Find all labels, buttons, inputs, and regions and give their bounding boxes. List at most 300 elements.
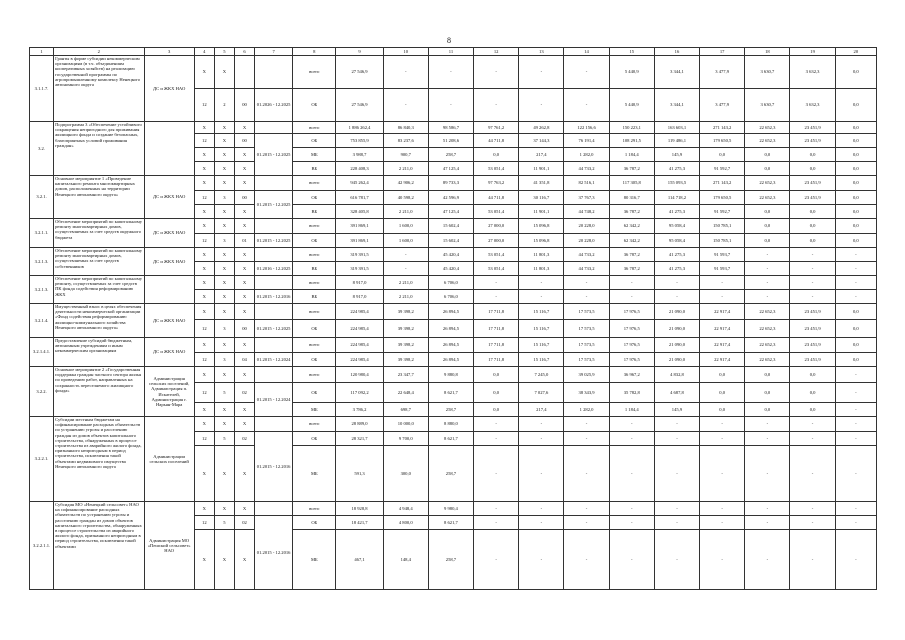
row-executor	[144, 276, 194, 304]
kbk-cell: X	[234, 290, 254, 304]
value-cell: -	[700, 276, 745, 290]
kbk-cell: X	[234, 176, 254, 191]
funding-source: всего	[293, 248, 336, 262]
kbk-cell: 00	[234, 320, 254, 338]
value-cell: -	[835, 367, 876, 383]
value-cell: 163 603,1	[654, 122, 699, 134]
value-cell: -	[519, 432, 564, 446]
value-cell: 3 344,1	[654, 56, 699, 89]
value-cell: 23 451,9	[790, 304, 835, 320]
column-number-row	[30, 48, 877, 56]
kbk-cell: 2	[214, 89, 234, 122]
value-cell: 23 451,9	[790, 353, 835, 367]
kbk-cell: 12	[194, 134, 214, 148]
row-period	[255, 338, 293, 353]
value-cell: 45 420,4	[428, 248, 473, 262]
value-cell: 17 976,5	[609, 353, 654, 367]
row-executor: Администрация сельских поселений, Администрация п. Искателей, Администрация г. Нарьян-Мара	[144, 367, 194, 417]
value-cell: 8 621,7	[428, 432, 473, 446]
value-cell: 23 451,9	[790, 338, 835, 353]
value-cell: 17 711,8	[474, 304, 519, 320]
value-cell: 0,0	[790, 219, 835, 234]
value-cell: 22 652,3	[745, 304, 790, 320]
value-cell: 53 051,4	[474, 205, 519, 219]
value-cell: 40 598,2	[383, 191, 428, 205]
value-cell: 258,7	[428, 446, 473, 502]
table-row	[30, 367, 877, 383]
kbk-cell: X	[194, 290, 214, 304]
value-cell: -	[474, 417, 519, 432]
value-cell: 6 706,0	[428, 290, 473, 304]
value-cell: -	[609, 432, 654, 446]
kbk-cell: X	[234, 338, 254, 353]
value-cell: -	[745, 417, 790, 432]
value-cell: 22 652,3	[745, 353, 790, 367]
value-cell: 120 980,4	[336, 367, 383, 383]
value-cell: -	[564, 56, 609, 89]
funding-source: всего	[293, 219, 336, 234]
value-cell: 2 211,0	[383, 276, 428, 290]
value-cell: -	[745, 262, 790, 276]
value-cell: 148,4	[383, 530, 428, 590]
value-cell: -	[700, 446, 745, 502]
value-cell: -	[609, 276, 654, 290]
value-cell: 6 706,0	[428, 276, 473, 290]
value-cell: 0,0	[745, 219, 790, 234]
column-number: 4	[194, 48, 214, 56]
value-cell: 42 596,9	[428, 191, 473, 205]
funding-source: ОБ	[293, 516, 336, 530]
value-cell: 4 687,8	[654, 383, 699, 403]
value-cell: 224 985,4	[336, 338, 383, 353]
value-cell: -	[609, 417, 654, 432]
value-cell: 0,0	[835, 148, 876, 162]
value-cell: 3 988,7	[336, 148, 383, 162]
row-period: 01.2015 - 12.2016	[255, 432, 293, 502]
value-cell: 0,0	[835, 122, 876, 134]
value-cell: -	[835, 262, 876, 276]
value-cell: 8 621,7	[428, 516, 473, 530]
column-number: 10	[383, 48, 428, 56]
value-cell: 39 398,2	[383, 353, 428, 367]
value-cell: 224 985,4	[336, 320, 383, 338]
value-cell: 0,0	[790, 403, 835, 417]
funding-source: ОБ	[293, 234, 336, 248]
value-cell: 45 420,4	[428, 262, 473, 276]
column-number: 7	[255, 48, 293, 56]
value-cell: 91 593,7	[700, 262, 745, 276]
kbk-cell: 12	[194, 89, 214, 122]
value-cell: 53 051,4	[474, 248, 519, 262]
kbk-cell: X	[234, 205, 254, 219]
value-cell: 28 889,0	[336, 417, 383, 432]
value-cell: 0,0	[835, 162, 876, 176]
row-name: Обеспечение мероприятий по капитальному ремонту, осуществляемых за счет средств ПК фонда содействия реформированию ЖКХ	[54, 276, 144, 304]
value-cell: 22 917,4	[700, 320, 745, 338]
row-executor: Администрация МО «Пешский сельсовет» НАО	[144, 502, 194, 590]
value-cell: 0,0	[700, 367, 745, 383]
value-cell: -	[609, 516, 654, 530]
value-cell: 22 652,3	[745, 122, 790, 134]
kbk-cell: X	[234, 248, 254, 262]
value-cell: 42 906,2	[383, 176, 428, 191]
value-cell: 82 516,1	[564, 176, 609, 191]
value-cell: -	[564, 276, 609, 290]
funding-source: МБ	[293, 530, 336, 590]
value-cell: 0,0	[745, 148, 790, 162]
value-cell: -	[474, 530, 519, 590]
row-code: 3.2.2.	[30, 367, 54, 417]
value-cell: 145,9	[654, 148, 699, 162]
budget-table	[29, 47, 877, 590]
page-number: 8	[447, 36, 451, 45]
value-cell: 22 652,3	[745, 320, 790, 338]
value-cell: 0,0	[474, 148, 519, 162]
table-row	[30, 304, 877, 320]
value-cell: 0,0	[700, 403, 745, 417]
funding-source: всего	[293, 304, 336, 320]
value-cell: 22 652,3	[745, 176, 790, 191]
value-cell: 41 275,3	[654, 205, 699, 219]
kbk-cell: X	[214, 56, 234, 89]
value-cell: 80 316,7	[609, 191, 654, 205]
row-period	[255, 56, 293, 89]
value-cell: 1 184,4	[609, 148, 654, 162]
value-cell: 27 000,0	[474, 234, 519, 248]
kbk-cell: 3	[214, 320, 234, 338]
value-cell: 0,0	[835, 219, 876, 234]
funding-source: всего	[293, 367, 336, 383]
kbk-cell: X	[214, 417, 234, 432]
kbk-cell: X	[194, 276, 214, 290]
value-cell: 753 855,9	[336, 134, 383, 148]
kbk-cell: X	[234, 304, 254, 320]
value-cell: -	[790, 502, 835, 516]
row-executor: ДС и ЖКХ НАО	[144, 56, 194, 122]
kbk-cell: 12	[194, 383, 214, 403]
value-cell: -	[564, 516, 609, 530]
kbk-cell: X	[214, 502, 234, 516]
value-cell: 591,3	[336, 446, 383, 502]
value-cell: -	[790, 530, 835, 590]
value-cell: 0,0	[745, 403, 790, 417]
value-cell: 224 985,4	[336, 304, 383, 320]
value-cell: 0,0	[474, 403, 519, 417]
kbk-cell: X	[214, 205, 234, 219]
value-cell: 271 143,2	[700, 122, 745, 134]
value-cell: -	[700, 530, 745, 590]
value-cell: 4 948,4	[383, 502, 428, 516]
value-cell: 11 901,1	[519, 162, 564, 176]
value-cell: 900,7	[383, 148, 428, 162]
value-cell: 0,0	[700, 383, 745, 403]
kbk-cell: X	[214, 248, 234, 262]
kbk-cell: X	[214, 219, 234, 234]
funding-source: ОБ	[293, 89, 336, 122]
table-row	[30, 248, 877, 262]
value-cell: 0,0	[790, 234, 835, 248]
value-cell: 15 116,7	[519, 304, 564, 320]
value-cell: 36 787,2	[609, 248, 654, 262]
value-cell: 0,0	[790, 205, 835, 219]
kbk-cell: 12	[194, 516, 214, 530]
kbk-cell: 01	[234, 234, 254, 248]
value-cell: 0,0	[835, 56, 876, 89]
kbk-cell: X	[234, 122, 254, 134]
value-cell: 217,4	[519, 403, 564, 417]
value-cell: 22 648,4	[383, 383, 428, 403]
value-cell: 23 451,9	[790, 122, 835, 134]
funding-source: ОБ	[293, 432, 336, 446]
value-cell: 0,0	[835, 338, 876, 353]
value-cell: 15 602,4	[428, 234, 473, 248]
kbk-cell: 3	[214, 353, 234, 367]
value-cell: -	[745, 530, 790, 590]
row-period	[255, 502, 293, 516]
value-cell: 17 976,5	[609, 338, 654, 353]
value-cell: 41 275,3	[654, 248, 699, 262]
value-cell: -	[519, 446, 564, 502]
kbk-cell: X	[214, 276, 234, 290]
value-cell: 319 391,5	[336, 248, 383, 262]
value-cell: 0,0	[745, 383, 790, 403]
value-cell: -	[609, 530, 654, 590]
kbk-cell: 3	[214, 234, 234, 248]
kbk-cell: X	[194, 219, 214, 234]
kbk-cell: 02	[234, 383, 254, 403]
row-code: 3.1.1.7.	[30, 56, 54, 122]
value-cell: 319 391,5	[336, 262, 383, 276]
value-cell: 36 787,2	[609, 162, 654, 176]
value-cell: 17 573,5	[564, 338, 609, 353]
value-cell: -	[835, 276, 876, 290]
value-cell: 0,0	[790, 383, 835, 403]
value-cell: 0,0	[835, 353, 876, 367]
kbk-cell: X	[194, 122, 214, 134]
kbk-cell: X	[194, 248, 214, 262]
funding-source: ВБ	[293, 262, 336, 276]
value-cell: 150 785,1	[700, 219, 745, 234]
value-cell: 3 630,7	[745, 89, 790, 122]
kbk-cell: X	[214, 162, 234, 176]
row-period: 01.2015 - 12.2016	[255, 516, 293, 590]
value-cell: 0,0	[700, 148, 745, 162]
kbk-cell: 12	[194, 234, 214, 248]
kbk-cell: X	[194, 304, 214, 320]
kbk-cell: 02	[234, 516, 254, 530]
value-cell: 0,0	[745, 162, 790, 176]
row-period	[255, 304, 293, 320]
value-cell: 97 763,2	[474, 176, 519, 191]
value-cell: 22 917,4	[700, 353, 745, 367]
value-cell: -	[835, 516, 876, 530]
value-cell: 91 592,7	[700, 205, 745, 219]
row-code: 3.2.1.	[30, 176, 54, 219]
value-cell: 1 600,0	[383, 219, 428, 234]
value-cell: 616 781,7	[336, 191, 383, 205]
row-period: 01.2015 - 12.2025	[255, 134, 293, 176]
value-cell: -	[519, 417, 564, 432]
value-cell: 36 787,2	[609, 205, 654, 219]
row-code: 3.2.1.4.1.	[30, 338, 54, 367]
row-period	[255, 276, 293, 290]
value-cell: -	[835, 432, 876, 446]
value-cell: 44 711,8	[474, 134, 519, 148]
value-cell: 1 282,0	[564, 403, 609, 417]
value-cell: 21 090,0	[654, 304, 699, 320]
kbk-cell: X	[214, 446, 234, 502]
value-cell: 23 451,9	[790, 176, 835, 191]
funding-source: всего	[293, 338, 336, 353]
value-cell: 39 398,2	[383, 320, 428, 338]
value-cell: 0,0	[790, 148, 835, 162]
row-period: 01.2015 - 12.2024	[255, 383, 293, 417]
value-cell: 0,0	[835, 205, 876, 219]
value-cell: 17 711,8	[474, 320, 519, 338]
value-cell: 21 090,0	[654, 320, 699, 338]
value-cell: -	[609, 290, 654, 304]
value-cell: 17 976,5	[609, 304, 654, 320]
value-cell: 1 282,0	[564, 148, 609, 162]
row-code: 3.2.1.4.	[30, 304, 54, 338]
value-cell: -	[609, 446, 654, 502]
value-cell: 328 405,8	[336, 205, 383, 219]
kbk-cell: X	[194, 530, 214, 590]
value-cell: 271 143,2	[700, 176, 745, 191]
row-period: 01.2015 - 12.2025	[255, 320, 293, 338]
kbk-cell: X	[214, 530, 234, 590]
value-cell: -	[519, 89, 564, 122]
value-cell: 7 027,6	[519, 383, 564, 403]
value-cell: 155 093,5	[654, 176, 699, 191]
value-cell: 17 711,8	[474, 338, 519, 353]
value-cell: 20 228,0	[564, 234, 609, 248]
kbk-cell: X	[214, 290, 234, 304]
value-cell: 0,0	[790, 162, 835, 176]
kbk-cell: X	[194, 205, 214, 219]
kbk-cell	[234, 56, 254, 89]
value-cell: -	[654, 516, 699, 530]
kbk-cell: 00	[234, 191, 254, 205]
value-cell: -	[835, 383, 876, 403]
value-cell: 150 785,1	[700, 234, 745, 248]
kbk-cell: X	[194, 162, 214, 176]
column-number: 11	[428, 48, 473, 56]
value-cell: 1 184,4	[609, 403, 654, 417]
value-cell: 41 275,3	[654, 162, 699, 176]
value-cell: 17 711,8	[474, 353, 519, 367]
value-cell: 258,7	[428, 530, 473, 590]
kbk-cell: 5	[214, 383, 234, 403]
value-cell: 10 000,0	[383, 417, 428, 432]
kbk-cell: X	[194, 446, 214, 502]
value-cell: 8 621,7	[428, 383, 473, 403]
kbk-cell: X	[234, 162, 254, 176]
value-cell: -	[700, 432, 745, 446]
kbk-cell: 02	[234, 432, 254, 446]
value-cell: 3 786,2	[336, 403, 383, 417]
row-executor: ДС и ЖКХ НАО	[144, 176, 194, 219]
value-cell: 0,0	[835, 134, 876, 148]
value-cell: -	[790, 290, 835, 304]
value-cell: -	[474, 432, 519, 446]
value-cell: 945 262,4	[336, 176, 383, 191]
kbk-cell: 12	[194, 432, 214, 446]
value-cell: 23 451,9	[790, 191, 835, 205]
value-cell: -	[790, 446, 835, 502]
value-cell: -	[700, 290, 745, 304]
column-number: 19	[790, 48, 835, 56]
value-cell: 145,9	[654, 403, 699, 417]
value-cell: -	[609, 502, 654, 516]
value-cell: 44 733,2	[564, 162, 609, 176]
value-cell: 26 894,5	[428, 353, 473, 367]
row-code: 3.2.	[30, 122, 54, 176]
value-cell: 26 894,5	[428, 320, 473, 338]
value-cell: 3 632,3	[790, 56, 835, 89]
table-row	[30, 417, 877, 432]
value-cell: -	[564, 446, 609, 502]
value-cell: -	[519, 290, 564, 304]
value-cell: 37 767,3	[564, 191, 609, 205]
value-cell: 3 344,1	[654, 89, 699, 122]
row-period	[255, 122, 293, 134]
row-executor: Администрации сельских поселений	[144, 417, 194, 502]
value-cell: 26 894,5	[428, 338, 473, 353]
kbk-cell: X	[194, 148, 214, 162]
row-name: Предоставление субсидий бюджетным, автономным учреждениям и иным некоммерческим организациям	[54, 338, 144, 367]
value-cell: -	[654, 446, 699, 502]
value-cell: 83 237,6	[383, 134, 428, 148]
kbk-cell: X	[194, 176, 214, 191]
value-cell: -	[654, 530, 699, 590]
value-cell: -	[790, 276, 835, 290]
value-cell: 17 573,5	[564, 304, 609, 320]
value-cell: 3 477,9	[700, 89, 745, 122]
row-executor: ДС и ЖКХ НАО	[144, 219, 194, 248]
row-code: 3.2.2.1.	[30, 417, 54, 502]
value-cell: 21 090,0	[654, 338, 699, 353]
value-cell: 17 573,5	[564, 320, 609, 338]
column-number: 20	[835, 48, 876, 56]
kbk-cell: 12	[194, 320, 214, 338]
value-cell: 15 116,7	[519, 353, 564, 367]
value-cell: -	[745, 432, 790, 446]
table-row	[30, 219, 877, 234]
value-cell: -	[835, 502, 876, 516]
funding-source: ВБ	[293, 290, 336, 304]
value-cell: 11 801,3	[519, 248, 564, 262]
value-cell: 391 869,1	[336, 219, 383, 234]
value-cell: 11 901,1	[519, 205, 564, 219]
value-cell: 91 592,7	[700, 162, 745, 176]
value-cell: -	[790, 417, 835, 432]
funding-source: МБ	[293, 446, 336, 502]
value-cell: 17 976,5	[609, 320, 654, 338]
value-cell: 9 700,0	[383, 432, 428, 446]
row-name: Субсидия МО «Ненецкий сельсовет» НАО на софинансирование расходных обязательств по устранению угрозы и расселению граждан из домов объектов капитального строительства, обнаруженных в процессе строительства из аварийного жилого фонда, признанного непригодным в период строительства, исключения такой объектами	[54, 502, 144, 590]
row-name: Имущественный взнос в целях обеспечения деятельности некоммерческой организации «Фонд содействия реформированию жилищно-коммунального хозяйства Ненецкого автономного округа»	[54, 304, 144, 338]
value-cell: -	[474, 56, 519, 89]
kbk-cell: X	[234, 417, 254, 432]
row-code: 3.2.1.1.	[30, 219, 54, 248]
funding-source: всего	[293, 502, 336, 516]
row-period	[255, 219, 293, 234]
kbk-cell: X	[234, 148, 254, 162]
value-cell: -	[790, 516, 835, 530]
value-cell: 36 787,2	[609, 262, 654, 276]
table-header	[30, 48, 877, 56]
